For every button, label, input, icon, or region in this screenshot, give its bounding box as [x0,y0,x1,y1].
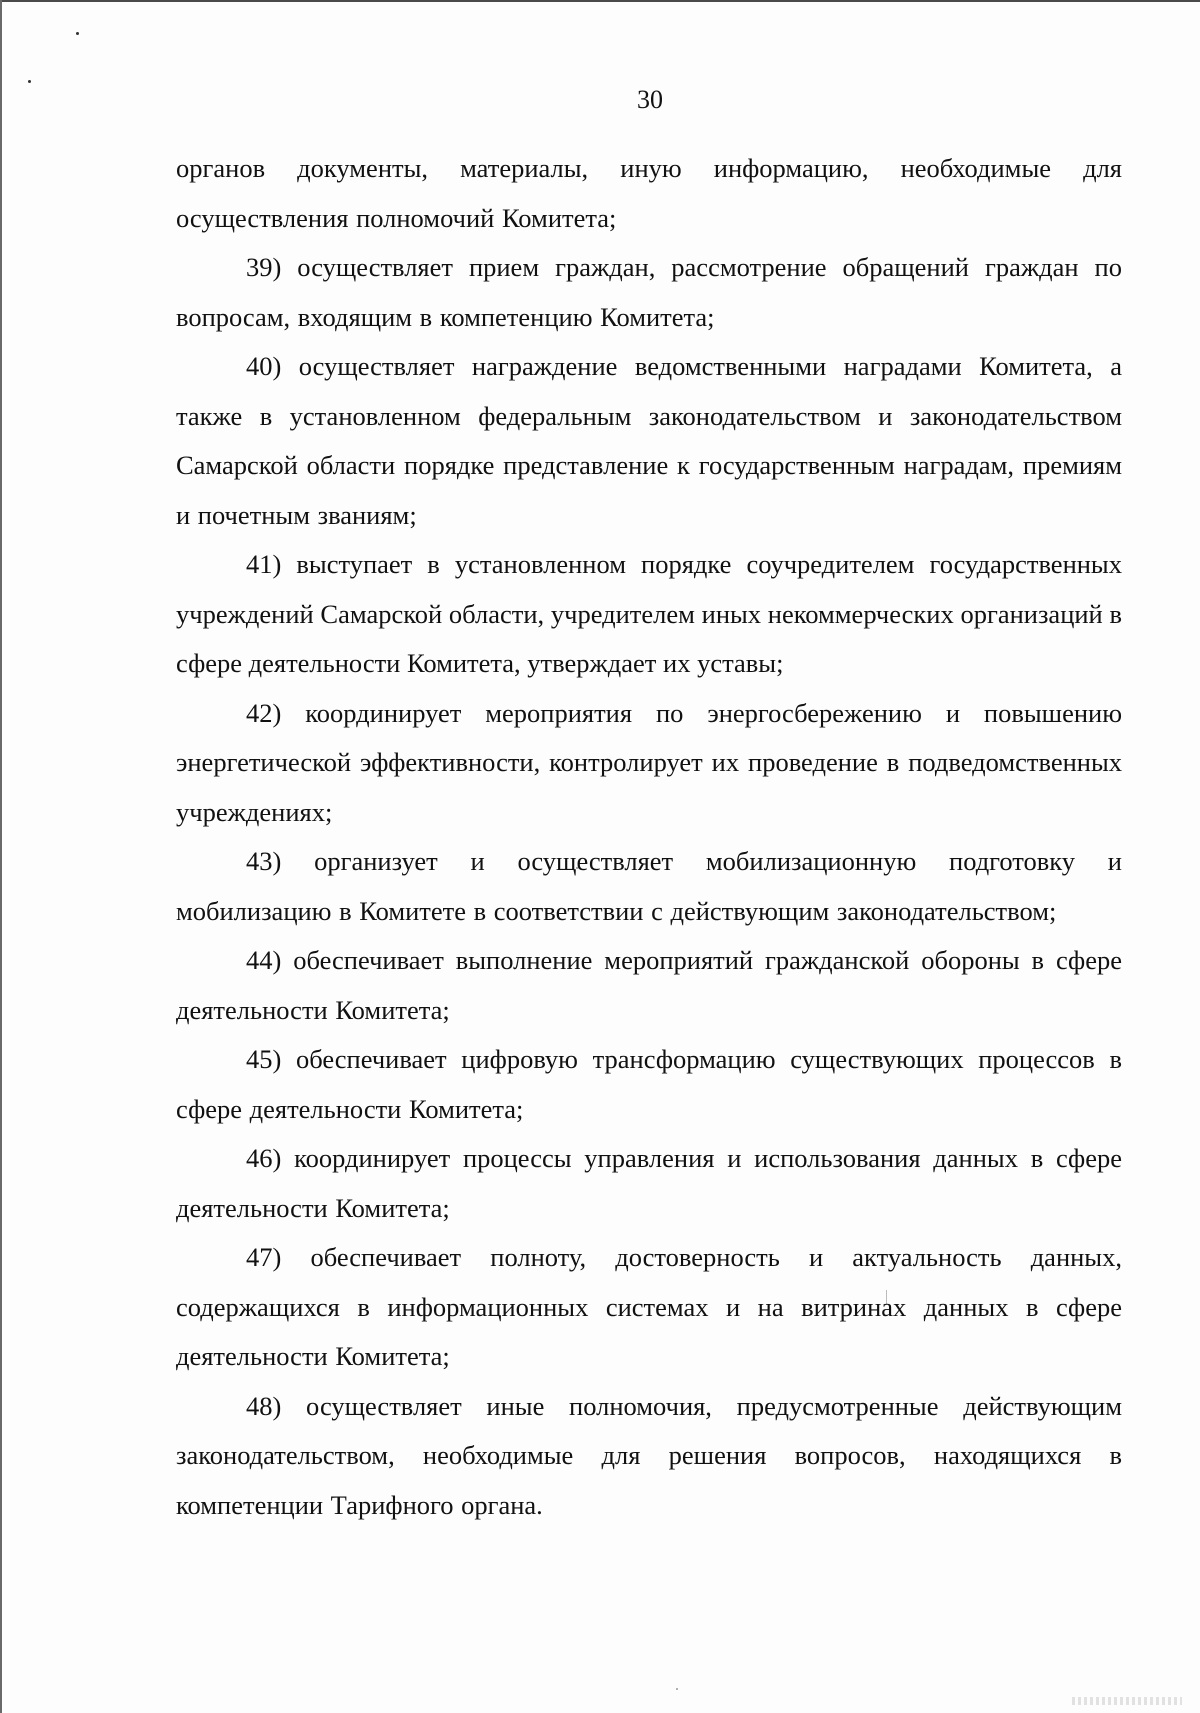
paragraph-item-43: 43) организует и осуществляет мобилизационную подготовку и мобилизацию в Комитете в соответствии с действующим законодательством; [176,846,1122,926]
scan-speck [676,1688,678,1690]
scan-smudge [1072,1697,1182,1705]
paragraph-continuation: органов документы, материалы, иную информацию, необходимые для осуществления полномочий Комитета; [176,153,1122,233]
scan-speck [28,80,31,83]
page-number: 30 [637,85,663,114]
scan-left-edge [0,0,2,1713]
scan-top-edge [0,0,1200,2]
paragraph-item-45: 45) обеспечивает цифровую трансформацию существующих процессов в сфере деятельности Комитета; [176,1044,1122,1124]
paragraph-item-46: 46) координирует процессы управления и использования данных в сфере деятельности Комитета; [176,1143,1122,1223]
document-body [176,144,1122,1530]
paragraph-item-48: 48) осуществляет иные полномочия, предусмотренные действующим законодательством, необходимые для решения вопросов, находящихся в компетенции Тарифного органа. [176,1390,1122,1520]
paragraph-item-42: 42) координирует мероприятия по энергосбережению и повышению энергетической эффективности, контролирует их проведение в подведомственных учреждениях; [176,697,1122,827]
paragraph-item-41: 41) выступает в установленном порядке соучредителем государственных учреждений Самарской области, учредителем иных некоммерческих организаций в сфере деятельности Комитета, утверждает их уставы; [176,549,1122,678]
paragraph-item-39: 39) осуществляет прием граждан, рассмотрение обращений граждан по вопросам, входящим в компетенцию Комитета; [176,252,1122,332]
paragraph-item-47: 47) обеспечивает полноту, достоверность и актуальность данных, содержащихся в информационных системах и на витринах данных в сфере деятельности Комитета; [176,1242,1122,1371]
paragraph-item-44: 44) обеспечивает выполнение мероприятий гражданской обороны в сфере деятельности Комитета; [176,945,1122,1025]
scan-speck [76,32,79,35]
paragraph-item-40: 40) осуществляет награждение ведомственными наградами Комитета, а также в установленном федеральным законодательством и законодательством Самарской области порядке представление к государственным наградам, премиям и почетным званиям; [176,351,1122,530]
